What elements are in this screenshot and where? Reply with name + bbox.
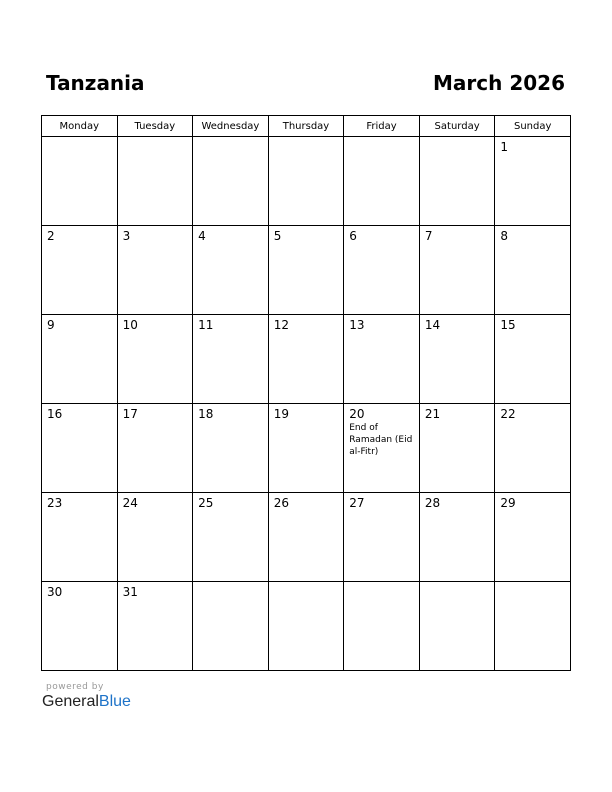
day-number: 15 (500, 318, 516, 332)
weekday-tuesday: Tuesday (117, 116, 193, 137)
day-number: 1 (500, 140, 509, 154)
day-cell (117, 315, 193, 404)
month-title: March 2026 (433, 71, 565, 95)
day-cell (193, 226, 269, 315)
holiday-label: End of Ramadan (Eid al-Fitr) (349, 423, 413, 457)
day-cell (268, 493, 344, 582)
day-number: 31 (122, 585, 138, 599)
day-cell (42, 582, 118, 671)
brand-general: General (42, 693, 99, 710)
day-cell (419, 493, 495, 582)
calendar-grid (41, 115, 571, 671)
day-number: 19 (273, 407, 289, 421)
day-number: 30 (47, 585, 63, 599)
day-cell (193, 404, 269, 493)
day-number: 20 (349, 407, 365, 421)
weekday-friday: Friday (344, 116, 420, 137)
day-cell (42, 315, 118, 404)
day-cell (495, 137, 571, 226)
day-cell (42, 493, 118, 582)
weekday-saturday: Saturday (419, 116, 495, 137)
day-cell (117, 226, 193, 315)
day-cell (268, 315, 344, 404)
week-row (42, 493, 571, 582)
week-row (42, 582, 571, 671)
weekday-thursday: Thursday (268, 116, 344, 137)
day-cell (193, 493, 269, 582)
weekday-monday: Monday (42, 116, 118, 137)
day-cell (117, 582, 193, 671)
powered-by-label: powered by (46, 682, 104, 692)
day-number: 7 (424, 229, 433, 243)
empty-day-cell (495, 582, 571, 671)
day-cell (419, 404, 495, 493)
day-cell (193, 315, 269, 404)
day-cell (268, 404, 344, 493)
weekday-wednesday: Wednesday (193, 116, 269, 137)
day-number: 29 (500, 496, 516, 510)
day-cell (495, 226, 571, 315)
empty-day-cell (344, 582, 420, 671)
day-number: 16 (47, 407, 63, 421)
day-number: 14 (424, 318, 441, 332)
week-row (42, 315, 571, 404)
weekday-sunday: Sunday (495, 116, 571, 137)
day-cell (42, 404, 118, 493)
day-cell (495, 315, 571, 404)
day-cell (344, 404, 420, 493)
day-cell (419, 226, 495, 315)
day-cell (495, 493, 571, 582)
day-cell (495, 404, 571, 493)
empty-day-cell (193, 582, 269, 671)
day-number: 13 (349, 318, 365, 332)
day-cell (344, 493, 420, 582)
day-number: 12 (273, 318, 289, 332)
day-number: 11 (198, 318, 214, 332)
empty-day-cell (117, 137, 193, 226)
day-number: 4 (198, 229, 206, 243)
day-number: 18 (198, 407, 214, 421)
day-number: 8 (500, 229, 509, 243)
brand-blue: Blue (98, 693, 131, 710)
day-cell (268, 226, 344, 315)
weekday-header-row (42, 116, 571, 137)
empty-day-cell (419, 137, 495, 226)
empty-day-cell (268, 582, 344, 671)
generalblue-logo[interactable] (42, 693, 131, 711)
day-number: 3 (122, 229, 131, 243)
day-number: 22 (500, 407, 516, 421)
day-cell (419, 315, 495, 404)
empty-day-cell (344, 137, 420, 226)
day-cell (344, 226, 420, 315)
week-row (42, 137, 571, 226)
day-number: 24 (122, 496, 138, 510)
empty-day-cell (42, 137, 118, 226)
country-title: Tanzania (46, 71, 145, 95)
day-number: 17 (122, 407, 138, 421)
week-row (42, 404, 571, 493)
day-number: 23 (47, 496, 63, 510)
day-cell (117, 404, 193, 493)
day-number: 21 (424, 407, 441, 421)
day-number: 26 (273, 496, 289, 510)
day-number: 6 (349, 229, 357, 243)
day-cell (344, 315, 420, 404)
week-row (42, 226, 571, 315)
empty-day-cell (419, 582, 495, 671)
day-number: 10 (122, 318, 138, 332)
empty-day-cell (193, 137, 269, 226)
day-number: 27 (349, 496, 365, 510)
day-number: 5 (273, 229, 282, 243)
day-number: 9 (47, 318, 55, 332)
day-number: 28 (424, 496, 441, 510)
empty-day-cell (268, 137, 344, 226)
day-number: 2 (47, 229, 55, 243)
day-number: 25 (198, 496, 214, 510)
day-cell (42, 226, 118, 315)
day-cell (117, 493, 193, 582)
